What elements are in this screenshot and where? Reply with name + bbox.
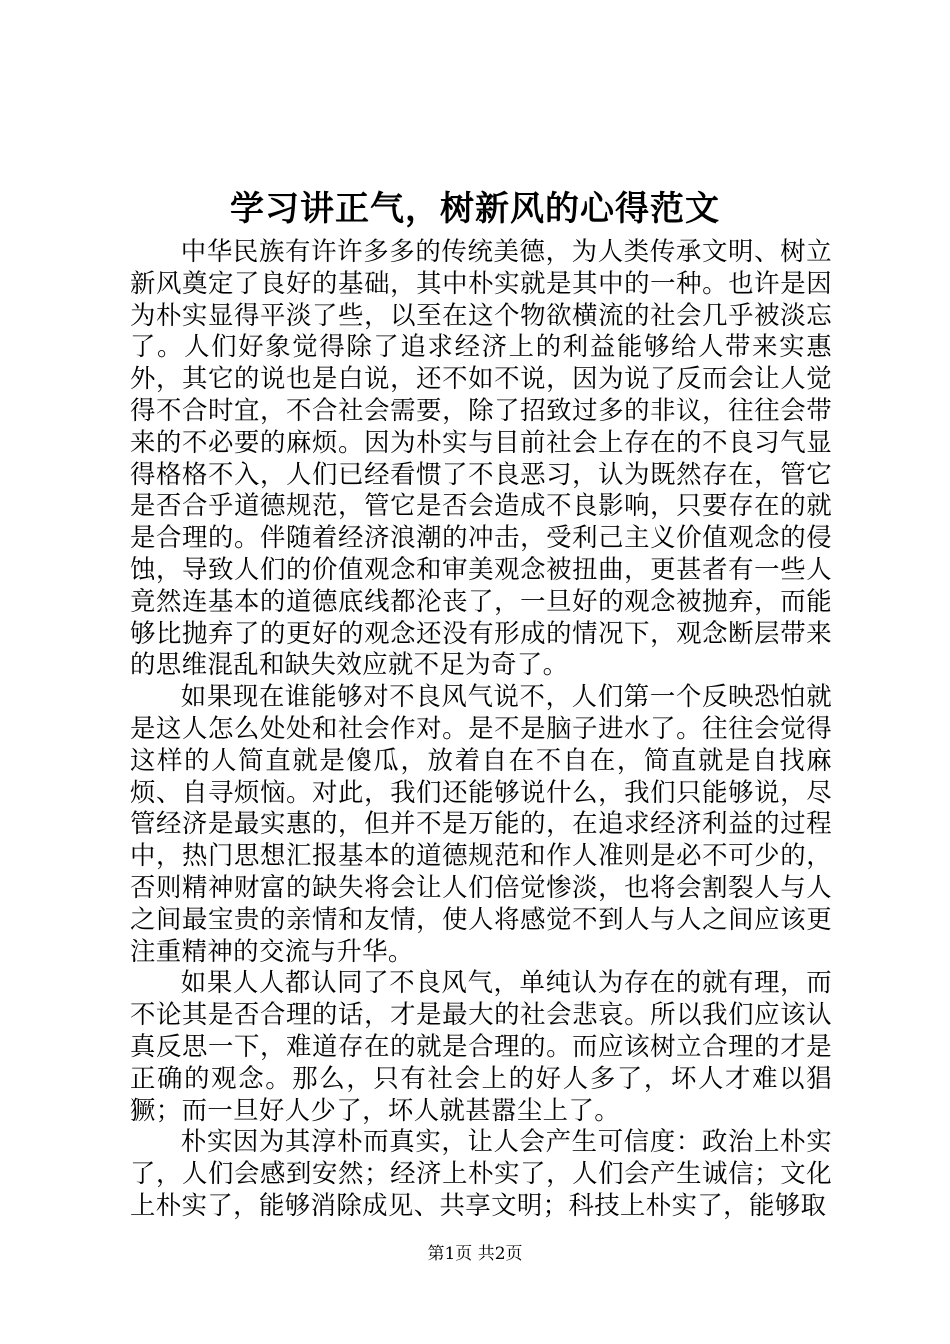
page-footer: 第1页 共2页 xyxy=(427,1244,523,1264)
document-body xyxy=(130,236,832,1222)
paragraph-1: 中华民族有许许多多的传统美德，为人类传承文明、树立新风奠定了良好的基础，其中朴实就是其中的一种。也许是因为朴实显得平淡了些，以至在这个物欲横流的社会几乎被淡忘了。人们好象觉得除了追求经济上的利益能够给人带来实惠外，其它的说也是白说，还不如不说，因为说了反而会让人觉得不合时宜，不合社会需要，除了招致过多的非议，往往会带来的不必要的麻烦。因为朴实与目前社会上存在的不良习气显得格格不入，人们已经看惯了不良恶习，认为既然存在，管它是否合乎道德规范，管它是否会造成不良影响，只要存在的就是合理的。伴随着经济浪潮的冲击，受利己主义价值观念的侵蚀，导致人们的价值观念和审美观念被扭曲，更甚者有一些人竟然连基本的道德底线都沦丧了，一旦好的观念被抛弃，而能够比抛弃了的更好的观念还没有形成的情况下，观念断层带来的思维混乱和缺失效应就不足为奇了。 xyxy=(130,236,832,680)
paragraph-2: 如果现在谁能够对不良风气说不，人们第一个反映恐怕就是这人怎么处处和社会作对。是不是脑子进水了。往往会觉得这样的人简直就是傻瓜，放着自在不自在，简直就是自找麻烦、自寻烦恼。对此，我们还能够说什么，我们只能够说，尽管经济是最实惠的，但并不是万能的，在追求经济利益的过程中，热门思想汇报基本的道德规范和作人准则是必不可少的，否则精神财富的缺失将会让人们倍觉惨淡，也将会割裂人与人之间最宝贵的亲情和友情，使人将感觉不到人与人之间应该更注重精神的交流与升华。 xyxy=(130,681,832,966)
document-title: 学习讲正气，树新风的心得范文 xyxy=(230,189,720,229)
paragraph-3: 如果人人都认同了不良风气，单纯认为存在的就有理，而不论其是否合理的话，才是最大的社会悲哀。所以我们应该认真反思一下，难道存在的就是合理的。而应该树立合理的才是正确的观念。那么，只有社会上的好人多了，坏人才难以猖獗；而一旦好人少了，坏人就甚嚣尘上了。 xyxy=(130,967,832,1125)
paragraph-4: 朴实因为其淳朴而真实，让人会产生可信度：政治上朴实了，人们会感到安然；经济上朴实了，人们会产生诚信；文化上朴实了，能够消除成见、共享文明；科技上朴实了，能够取 xyxy=(130,1126,832,1220)
